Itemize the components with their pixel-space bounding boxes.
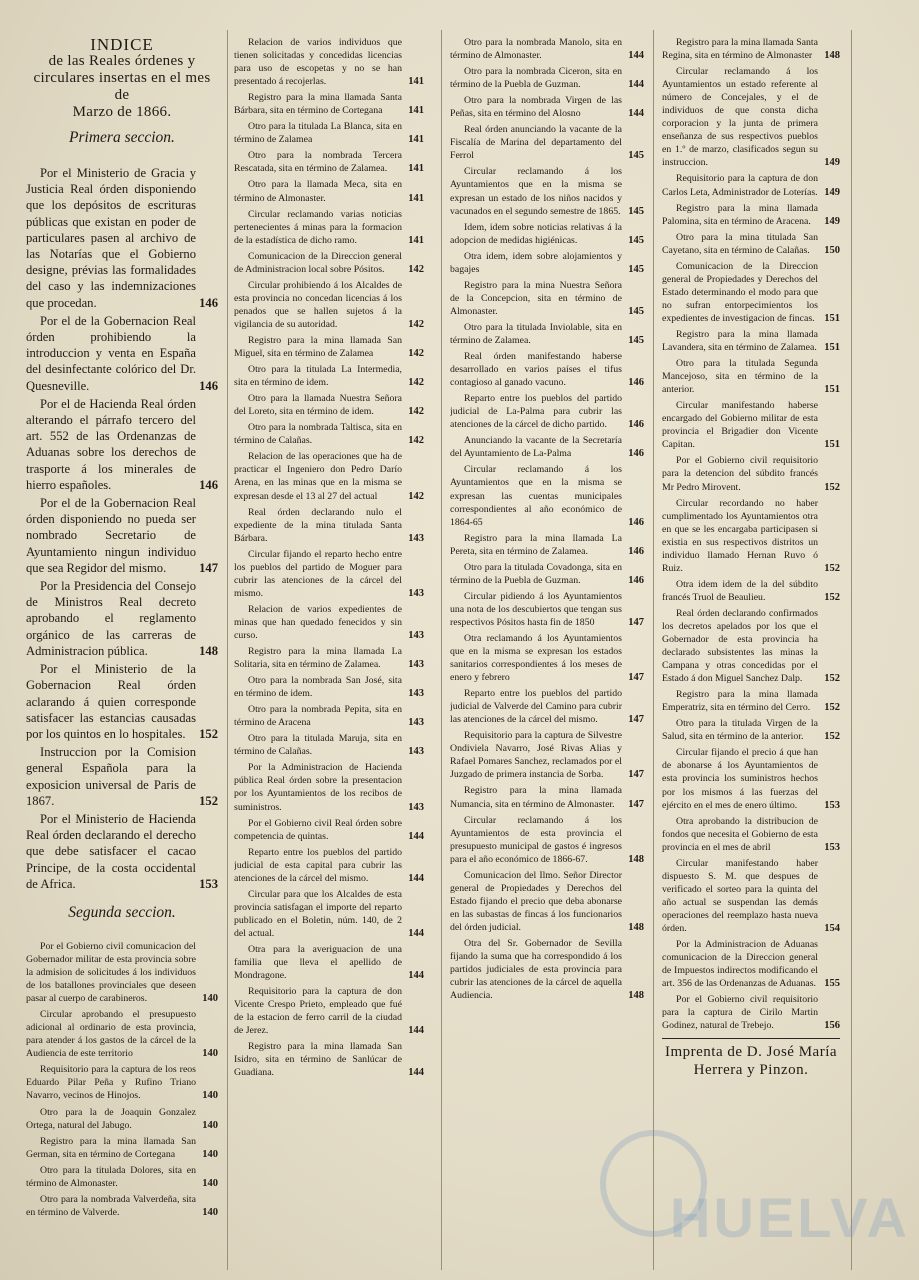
entry-page-number: 152 [199, 793, 218, 808]
entry-text: Circular para que los Alcaldes de esta provincia satisfagan el importe del reparto publicado en el Boletin, núm. 140, de 2 del actual. [234, 888, 402, 939]
entry-text: Por el Gobierno civil requisitorio para la detencion del súbdito francés Mr Pedro Mirovent. [662, 455, 818, 493]
entry-page-number: 149 [824, 215, 840, 227]
entry-text: Requisitorio para la captura de don Vicente Crespo Prieto, empleado que fué de la estacion de ferro carril de la ciudad de Jerez. [234, 986, 402, 1037]
index-entry [662, 688, 840, 714]
entry-text: Real órden declarando nulo el expediente de la mina titulada Santa Bárbara. [234, 506, 402, 544]
entry-page-number: 151 [824, 312, 840, 324]
index-entry [234, 91, 424, 117]
entry-text: Registro para la mina llamada La Pereta, sita en término de Zalamea. [450, 532, 622, 557]
entry-text: Comunicacion del Ilmo. Señor Director general de Propiedades y Derechos del Estado fijando el precio que deba abonarse en las subastas de fincas á los funcionarios del órden judicial. [450, 869, 622, 933]
entry-page-number: 143 [408, 532, 424, 544]
index-entry [662, 993, 840, 1032]
entry-page-number: 144 [408, 872, 424, 884]
entry-page-number: 142 [408, 348, 424, 360]
entry-text: Otro para la mina titulada San Cayetano, sita en término de Calañas. [662, 231, 818, 256]
entry-page-number: 146 [628, 419, 644, 431]
entry-text: Otro para la titulada La Intermedia, sita en término de idem. [234, 364, 402, 389]
entry-text: Por la Administracion de Aduanas comunicacion de la Direccion general de Impuestos indirectos modificando el art. 356 de las Ordenanzas de Aduanas. [662, 939, 818, 990]
entry-page-number: 143 [408, 746, 424, 758]
entry-text: Otro para la titulada Segunda Mancejoso, sita en término de la anterior. [662, 358, 818, 396]
entry-page-number: 149 [824, 157, 840, 169]
section-one-title: Primera seccion. [69, 129, 175, 146]
index-entry [662, 172, 840, 198]
column-3 [450, 36, 644, 1280]
index-entry [26, 165, 218, 311]
index-entry [234, 703, 424, 729]
column-2-list [234, 36, 424, 1079]
section-one-list [26, 165, 218, 892]
index-title-line2: de las Reales órdenes y circulares insertas en el mes de [33, 53, 211, 103]
entry-page-number: 146 [628, 545, 644, 557]
index-entry [234, 732, 424, 758]
entry-page-number: 140 [202, 1177, 218, 1189]
entry-page-number: 148 [628, 921, 644, 933]
index-entry [26, 313, 218, 394]
index-entry [662, 231, 840, 257]
index-entry [450, 221, 644, 247]
index-entry [26, 1008, 218, 1060]
entry-text: Circular manifestando haber dispuesto S. M. que despues de verificado el sorteo para la quinta del año actual se suspendan las demás operaciones del reemplazo hasta nueva órden. [662, 857, 818, 934]
entry-text: Otra idem idem de la del súbdito francés Truol de Beaulieu. [662, 578, 818, 603]
section-two-title: Segunda seccion. [68, 903, 176, 921]
entry-page-number: 142 [408, 377, 424, 389]
stamp-word: HUELVA [670, 1186, 910, 1249]
entry-text: Anunciando la vacante de la Secretaría del Ayuntamiento de La-Palma [450, 435, 622, 460]
imprint-line1: Imprenta de D. José María [664, 1044, 838, 1061]
index-entry [450, 814, 644, 866]
index-entry [662, 938, 840, 990]
entry-text: Registro para la mina llamada San German, sita en término de Cortegana [26, 1135, 196, 1160]
entry-page-number: 143 [408, 629, 424, 641]
index-entry [450, 532, 644, 558]
entry-page-number: 152 [824, 481, 840, 493]
entry-page-number: 140 [202, 1206, 218, 1218]
entry-page-number: 142 [408, 318, 424, 330]
index-entry [662, 497, 840, 575]
entry-page-number: 146 [199, 378, 218, 393]
entry-text: Reparto entre los pueblos del partido judicial de Valverde del Camino para cubrir las atenciones de la cárcel del mismo. [450, 688, 622, 726]
entry-text: Comunicacion de la Direccion general de Propiedades y Derechos del Estado determinando el modo para que no sufran entorpecimientos los expedientes de investigacion de fincas. [662, 260, 818, 324]
column-4-list [662, 36, 840, 1032]
entry-text: Registro para la mina Nuestra Señora de la Concepcion, sita en término de Almonaster. [450, 279, 622, 317]
entry-page-number: 146 [199, 295, 218, 310]
index-entry [234, 761, 424, 813]
column-3-list [450, 36, 644, 1002]
entry-text: Circular fijando el precio á que han de abonarse á los Ayuntamientos de esta provincia los suministros hechos por los mismos á las fuerzas del ejército en el mes de enero último. [662, 747, 818, 811]
entry-page-number: 147 [628, 616, 644, 628]
entry-text: Circular prohibiendo á los Alcaldes de esta provincia no concedan licencias á los penados que se hallen sujetos á la vigilancia de su autoridad. [234, 279, 402, 330]
entry-text: Registro para la mina llamada Numancia, sita en término de Almonaster. [450, 785, 622, 810]
entry-page-number: 147 [199, 560, 218, 575]
entry-page-number: 151 [824, 342, 840, 354]
entry-text: Instruccion por la Comision general Española para la exposicion universal de Paris de 1867. [26, 745, 196, 808]
entry-text: Registro para la mina llamada La Solitaria, sita en término de Zalamea. [234, 646, 402, 671]
entry-page-number: 146 [628, 448, 644, 460]
entry-page-number: 153 [824, 799, 840, 811]
index-entry [450, 279, 644, 318]
section-two-list [26, 940, 218, 1219]
entry-text: Requisitorio para la captura de don Carlos Leta, Administrador de Loterías. [662, 173, 818, 198]
entry-page-number: 152 [824, 562, 840, 574]
entry-text: Por el Gobierno civil comunicacion del Gobernador militar de esta provincia sobre la admision de solicitudes á los individuos de los batallones provinciales que deseen pasar al cuerpo de carabineros. [26, 940, 196, 1005]
index-entry [26, 1193, 218, 1219]
entry-text: Circular reclamando varias noticias pertenecientes á minas para la formacion de la estadística de dicho ramo. [234, 208, 402, 246]
entry-text: Reparto entre los pueblos del partido judicial de esta capital para cubrir las atenciones de la cárcel del mismo. [234, 846, 402, 884]
entry-page-number: 148 [199, 643, 218, 658]
entry-page-number: 143 [408, 717, 424, 729]
entry-page-number: 143 [408, 587, 424, 599]
index-entry [234, 548, 424, 600]
entry-page-number: 146 [199, 477, 218, 492]
index-title [26, 36, 218, 121]
entry-page-number: 147 [628, 769, 644, 781]
entry-text: Otro para la titulada Virgen de la Salud, sita en término de la anterior. [662, 718, 818, 743]
entry-page-number: 153 [824, 841, 840, 853]
entry-text: Requisitorio para la captura de los reos Eduardo Pilar Peña y Rufino Triano Navarro, vecinos de Hinojos. [26, 1064, 196, 1102]
index-entry [662, 36, 840, 62]
index-entry [234, 888, 424, 940]
index-entry [234, 36, 424, 88]
index-entry [450, 784, 644, 810]
index-entry [450, 869, 644, 934]
index-entry [450, 434, 644, 460]
entry-page-number: 141 [408, 192, 424, 204]
index-entry [450, 165, 644, 217]
entry-text: Por el Gobierno civil requisitorio para la captura de Cirilo Martin Godinez, natural de Trebejo. [662, 994, 818, 1032]
index-entry [26, 578, 218, 659]
index-entry [234, 363, 424, 389]
entry-page-number: 151 [824, 439, 840, 451]
entry-page-number: 144 [408, 830, 424, 842]
index-entry [662, 454, 840, 493]
entry-page-number: 145 [628, 234, 644, 246]
index-entry [662, 607, 840, 685]
entry-page-number: 148 [628, 990, 644, 1002]
entry-text: Otro para la nombrada San José, sita en término de idem. [234, 675, 402, 700]
index-entry [234, 120, 424, 146]
entry-page-number: 149 [824, 186, 840, 198]
entry-text: Registro para la mina llamada Palomina, sita en término de Aracena. [662, 202, 818, 227]
entry-text: Otro para la titulada La Blanca, sita en término de Zalamea [234, 121, 402, 146]
index-entry [234, 645, 424, 671]
entry-text: Circular reclamando á los Ayuntamientos de esta provincia el presupuesto municipal de gastos é ingresos para el año económico de 1866-67. [450, 814, 622, 865]
index-entry [26, 495, 218, 576]
entry-page-number: 145 [628, 305, 644, 317]
entry-text: Circular reclamando á los Ayuntamientos que en la misma se expresan un estado de los niños nacidos y vacunados en el segundo semestre de 1865. [450, 166, 622, 217]
entry-text: Circular manifestando haberse encargado del Gobierno militar de esta provincia el Brigadier don Vicente Capitan. [662, 400, 818, 451]
index-entry [450, 36, 644, 62]
index-entry [662, 260, 840, 325]
entry-text: Registro para la mina llamada Santa Bárbara, sita en término de Cortegana [234, 92, 402, 117]
column-2 [234, 36, 424, 1280]
index-entry [234, 603, 424, 642]
index-entry [234, 208, 424, 247]
index-entry [234, 985, 424, 1037]
index-entry [234, 250, 424, 276]
index-entry [662, 399, 840, 451]
index-entry [662, 857, 840, 935]
entry-page-number: 141 [408, 105, 424, 117]
entry-page-number: 141 [408, 163, 424, 175]
entry-text: Reparto entre los pueblos del partido judicial de La-Palma para cubrir las atenciones de la cárcel de dicho partido. [450, 393, 622, 431]
entry-page-number: 150 [824, 244, 840, 256]
entry-text: Otro para la llamada Meca, sita en término de Almonaster. [234, 179, 402, 204]
entry-page-number: 154 [824, 923, 840, 934]
entry-page-number: 144 [408, 1025, 424, 1037]
entry-text: Circular pidiendo á los Ayuntamientos una nota de los descubiertos que tengan sus respectivos Pósitos hasta fin de 1850 [450, 590, 622, 628]
entry-page-number: 140 [202, 1119, 218, 1131]
column-4 [662, 36, 840, 1280]
entry-page-number: 152 [824, 591, 840, 603]
entry-text: Requisitorio para la captura de Silvestre Ondiviela Navarro, José Rivas Alias y Rafael Pomares Sanchez, reclamados por el Juzgado de primera instancia de Sorba. [450, 730, 622, 781]
index-entry [26, 1135, 218, 1161]
index-entry [662, 65, 840, 169]
entry-page-number: 151 [824, 384, 840, 396]
index-entry [234, 943, 424, 982]
entry-page-number: 140 [202, 1090, 218, 1102]
entry-text: Por el de la Gobernacion Real órden disponiendo no pueda ser nombrado Secretario de Ayuntamiento ningun individuo que sea Regidor del mismo. [26, 496, 196, 575]
imprint [662, 1038, 840, 1079]
entry-text: Otro para la nombrada Pepita, sita en término de Aracena [234, 704, 402, 729]
entry-text: Otra para la averiguacion de una familia que lleva el apellido de Mondragone. [234, 944, 402, 982]
entry-text: Otro para la titulada Dolores, sita en término de Almonaster. [26, 1164, 196, 1189]
index-entry [234, 674, 424, 700]
column-rule [851, 30, 852, 1270]
index-entry [450, 250, 644, 276]
index-entry [26, 811, 218, 892]
entry-text: Otro para la titulada Covadonga, sita en término de la Puebla de Guzman. [450, 561, 622, 586]
entry-page-number: 141 [408, 76, 424, 88]
entry-page-number: 142 [408, 406, 424, 418]
entry-page-number: 145 [628, 263, 644, 275]
entry-page-number: 140 [202, 1048, 218, 1060]
entry-page-number: 152 [824, 731, 840, 743]
entry-page-number: 144 [628, 50, 644, 62]
index-entry [662, 746, 840, 811]
entry-text: Otra aprobando la distribucion de fondos que necesita el Gobierno de esta provincia en el mes de abril [662, 815, 818, 853]
entry-text: Por el de Hacienda Real órden alterando el párrafo tercero del art. 552 de las Ordenanzas de Aduanas sobre los derechos de trasporte á los minerales de hierro españoles. [26, 396, 196, 492]
entry-page-number: 148 [628, 853, 644, 865]
index-entry [450, 321, 644, 347]
index-entry [662, 328, 840, 354]
entry-page-number: 144 [628, 108, 644, 120]
index-entry [234, 817, 424, 843]
index-entry [234, 846, 424, 885]
index-entry [234, 1040, 424, 1079]
entry-page-number: 153 [199, 876, 218, 891]
index-entry [450, 632, 644, 684]
entry-text: Circular recordando no haber cumplimentado los Ayuntamientos otra en que se les encargaba participasen si existia en sus respectivos distritos un individuo llamado Hernan Ruvo ó Ruiz. [662, 497, 818, 574]
index-entry [450, 392, 644, 431]
entry-text: Circular fijando el reparto hecho entre los pueblos del partido de Moguer para cubrir las atenciones de la cárcel del mismo. [234, 548, 402, 599]
entry-page-number: 143 [408, 801, 424, 813]
entry-page-number: 144 [408, 927, 424, 939]
entry-page-number: 152 [824, 702, 840, 714]
index-entry [234, 450, 424, 502]
entry-page-number: 146 [628, 574, 644, 586]
entry-text: Real órden manifestando haberse desarrollado en varios países el tifus contagioso al ganado vacuno. [450, 351, 622, 389]
index-entry [450, 350, 644, 389]
index-entry [450, 729, 644, 781]
entry-page-number: 148 [824, 50, 840, 62]
entry-page-number: 145 [628, 334, 644, 346]
entry-page-number: 156 [824, 1020, 840, 1032]
entry-text: Por el Ministerio de Gracia y Justicia Real órden disponiendo que los depósitos de escrituras públicas que existan en poder de particulares pasen al archivo de las Notarías que el Gobierno designe, prévias las formalidades del caso y las indemnizaciones que procedan. [26, 166, 196, 310]
entry-text: Real órden anunciando la vacante de la Fiscalía de Marina del departamento del Ferrol [450, 124, 622, 162]
entry-page-number: 143 [408, 688, 424, 700]
column-1 [26, 36, 218, 1280]
index-title-line1: INDICE [90, 36, 154, 54]
index-entry [450, 590, 644, 629]
index-entry [450, 561, 644, 587]
index-entry [234, 334, 424, 360]
index-entry [26, 744, 218, 809]
entry-page-number: 141 [408, 134, 424, 146]
entry-text: Otro para la nombrada Ciceron, sita en término de la Puebla de Guzman. [450, 66, 622, 91]
entry-text: Por la Presidencia del Consejo de Ministros Real decreto aprobando el reglamento orgánico de las carreras de Administracion pública. [26, 579, 196, 658]
entry-text: Otra idem, idem sobre alojamientos y bagajes [450, 250, 622, 275]
index-entry [234, 279, 424, 331]
entry-text: Por la Administracion de Hacienda pública Real órden sobre la presentacion por los Ayuntamientos de los recibos de suministros. [234, 762, 402, 813]
entry-text: Registro para la mina llamada Lavandera, sita en término de Zalamea. [662, 328, 818, 354]
entry-page-number: 142 [408, 435, 424, 447]
index-entry [450, 65, 644, 91]
index-entry [26, 940, 218, 1005]
entry-text: Por el Ministerio de Hacienda Real órden declarando el derecho que debe satisfacer el cacao Principe, de la costa occidental de Africa. [26, 811, 196, 891]
index-entry [662, 202, 840, 228]
entry-page-number: 155 [824, 978, 840, 990]
entry-text: Registro para la mina llamada Emperatriz, sita en término del Cerro. [662, 689, 818, 714]
entry-text: Otro para la nombrada Virgen de las Peñas, sita en término del Alosno [450, 95, 622, 120]
index-entry [26, 396, 218, 493]
entry-text: Otro para la titulada Maruja, sita en término de Calañas. [234, 733, 402, 758]
entry-page-number: 152 [824, 673, 840, 685]
entry-text: Otro para la titulada Inviolable, sita en término de Zalamea. [450, 321, 622, 346]
index-entry [450, 463, 644, 528]
entry-page-number: 140 [202, 1148, 218, 1160]
column-rule [653, 30, 654, 1270]
index-entry [26, 661, 218, 742]
index-entry [234, 149, 424, 175]
entry-page-number: 152 [199, 726, 218, 741]
entry-page-number: 143 [408, 659, 424, 671]
entry-text: Comunicacion de la Direccion general de Administracion local sobre Pósitos. [234, 250, 402, 275]
index-entry [26, 1164, 218, 1190]
entry-page-number: 146 [628, 377, 644, 389]
entry-text: Otra del Sr. Gobernador de Sevilla fijando la suma que ha correspondido á los partidos judiciales de esta provincia para cubrir las atenciones de la cárcel de aquella Audiencia. [450, 938, 622, 1002]
column-rule [227, 30, 228, 1270]
entry-text: Real órden declarando confirmados los decretos apelados por los que el Gobernador de esta provincia ha declarado subsistentes las minas la Campana y otras concedidas por el Estado á don Miguel Sanchez Dalp. [662, 607, 818, 685]
entry-page-number: 147 [628, 714, 644, 726]
index-entry [450, 937, 644, 1002]
entry-text: Otro para la nombrada Valverdeña, sita en término de Valverde. [26, 1193, 196, 1218]
entry-page-number: 144 [408, 1067, 424, 1079]
entry-page-number: 145 [628, 150, 644, 162]
column-rule [441, 30, 442, 1270]
entry-text: Otro para la llamada Nuestra Señora del Loreto, sita en término de idem. [234, 393, 402, 418]
entry-page-number: 146 [628, 516, 644, 528]
entry-page-number: 147 [628, 672, 644, 684]
index-entry [26, 1106, 218, 1132]
entry-text: Otro para la nombrada Manolo, sita en término de Almonaster. [450, 37, 622, 62]
entry-text: Otro para la nombrada Tercera Rescatada, sita en término de Zalamea. [234, 150, 402, 175]
entry-page-number: 144 [628, 79, 644, 91]
entry-page-number: 147 [628, 798, 644, 810]
index-entry [234, 178, 424, 204]
index-entry [234, 506, 424, 545]
entry-page-number: 144 [408, 970, 424, 982]
index-entry [450, 94, 644, 120]
entry-text: Idem, idem sobre noticias relativas á la adopcion de medidas higiénicas. [450, 221, 622, 246]
index-entry [662, 357, 840, 396]
index-entry [234, 392, 424, 418]
index-title-line3: Marzo de 1866. [72, 104, 172, 120]
index-entry [450, 687, 644, 726]
entry-text: Por el Ministerio de la Gobernacion Real órden aclarando á quien corresponde satisfacer las estancias causadas por los quintos en lo hospitales. [26, 662, 196, 741]
entry-text: Registro para la mina llamada San Isidro, sita en término de Sanlúcar de Guadiana. [234, 1041, 402, 1079]
index-entry [26, 1063, 218, 1102]
entry-text: Registro para la mina llamada San Miguel, sita en término de Zalamea [234, 334, 402, 360]
entry-text: Circular aprobando el presupuesto adicional al ordinario de esta provincia, para atender á los gastos de la cárcel de la Audiencia de este territorio [26, 1009, 196, 1060]
entry-page-number: 141 [408, 234, 424, 246]
index-entry [662, 717, 840, 743]
entry-text: Por el de la Gobernacion Real órden prohibiendo la introduccion y venta en España del desinfectante colórico del Dr. Quesneville. [26, 313, 196, 393]
index-entry [662, 815, 840, 854]
entry-text: Por el Gobierno civil Real órden sobre competencia de quintas. [234, 817, 402, 842]
entry-text: Otra reclamando á los Ayuntamientos que en la misma se expresan los estados sanitarios correspondientes á los meses de enero y febrero [450, 632, 622, 684]
index-entry [450, 123, 644, 162]
entry-text: Otro para la nombrada Taltisca, sita en término de Calañas. [234, 422, 402, 447]
entry-text: Circular reclamando á los Ayuntamientos un estado referente al número de Concejales, y el de individuos de que consta dicha corporacion y la junta de primera enseñanza de sus respectivos pueblos en 1.º de marzo, clasificados segun su instruccion. [662, 66, 818, 169]
entry-text: Circular reclamando á los Ayuntamientos que en la misma se expresan las cuentas municipales correspondientes al año económico de 1864-65 [450, 464, 622, 528]
entry-text: Relacion de las operaciones que ha de practicar el Ingeniero don Pedro Darío Arena, en las minas que en la misma se expresan desde el 13 al 27 del actual [234, 451, 402, 502]
entry-page-number: 142 [408, 263, 424, 275]
index-entry [662, 578, 840, 604]
entry-text: Otro para la de Joaquin Gonzalez Ortega, natural del Jabugo. [26, 1106, 196, 1131]
entry-text: Relacion de varios individuos que tienen solicitadas y concedidas licencias para uso de escopetas y no se han presentado á recojerlas. [234, 37, 402, 88]
entry-text: Relacion de varios expedientes de minas que han quedado fenecidos y sin curso. [234, 603, 402, 641]
entry-page-number: 140 [202, 993, 218, 1005]
entry-page-number: 145 [628, 205, 644, 217]
index-entry [234, 421, 424, 447]
entry-text: Registro para la mina llamada Santa Regina, sita en término de Almonaster [662, 37, 818, 62]
imprint-line2: Herrera y Pinzon. [693, 1062, 809, 1079]
entry-page-number: 142 [408, 490, 424, 502]
